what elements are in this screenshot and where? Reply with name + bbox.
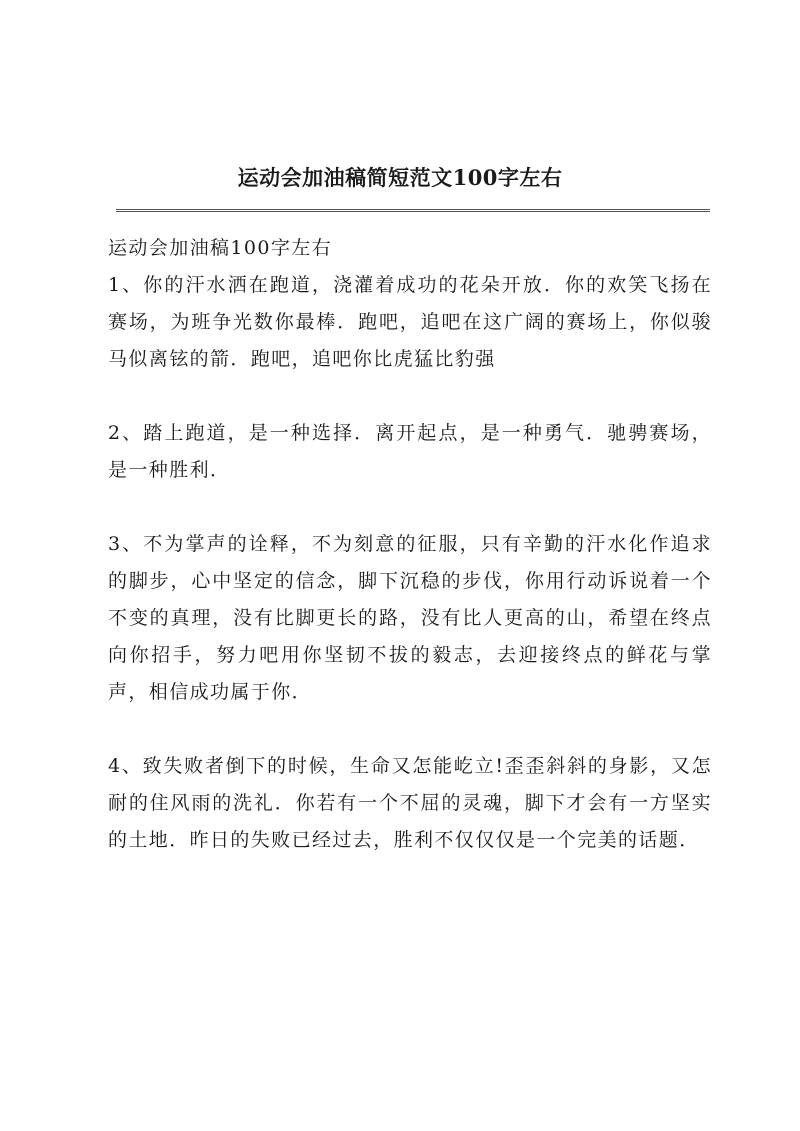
- paragraph-2: 2、踏上跑道，是一种选择．离开起点，是一种勇气．驰骋赛场，是一种胜利．: [108, 422, 712, 481]
- document-body: [108, 230, 712, 896]
- paragraph-4: 4、致失败者倒下的时候，生命又怎能屹立!歪歪斜斜的身影，又怎耐的住风雨的洗礼．你若有一个不屈的灵魂，脚下才会有一方坚实的土地．昨日的失败已经过去，胜利不仅仅仅是一个完美的话题．: [108, 755, 712, 851]
- title-divider: [116, 209, 710, 212]
- document-title: 运动会加油稿简短范文100字左右: [237, 165, 563, 190]
- document-subtitle: 运动会加油稿100字左右: [108, 237, 333, 259]
- paragraph-1: 1、你的汗水洒在跑道，浇灌着成功的花朵开放．你的欢笑飞扬在赛场，为班争光数你最棒．跑吧，追吧在这广阔的赛场上，你似骏马似离铉的箭．跑吧，追吧你比虎猛比豹强: [108, 274, 712, 370]
- paragraph-3: 3、不为掌声的诠释，不为刻意的征服，只有辛勤的汗水化作追求的脚步，心中坚定的信念，脚下沉稳的步伐，你用行动诉说着一个不变的真理，没有比脚更长的路，没有比人更高的山，希望在终点向你招手，努力吧用你坚韧不拔的毅志，去迎接终点的鲜花与掌声，相信成功属于你．: [108, 533, 712, 703]
